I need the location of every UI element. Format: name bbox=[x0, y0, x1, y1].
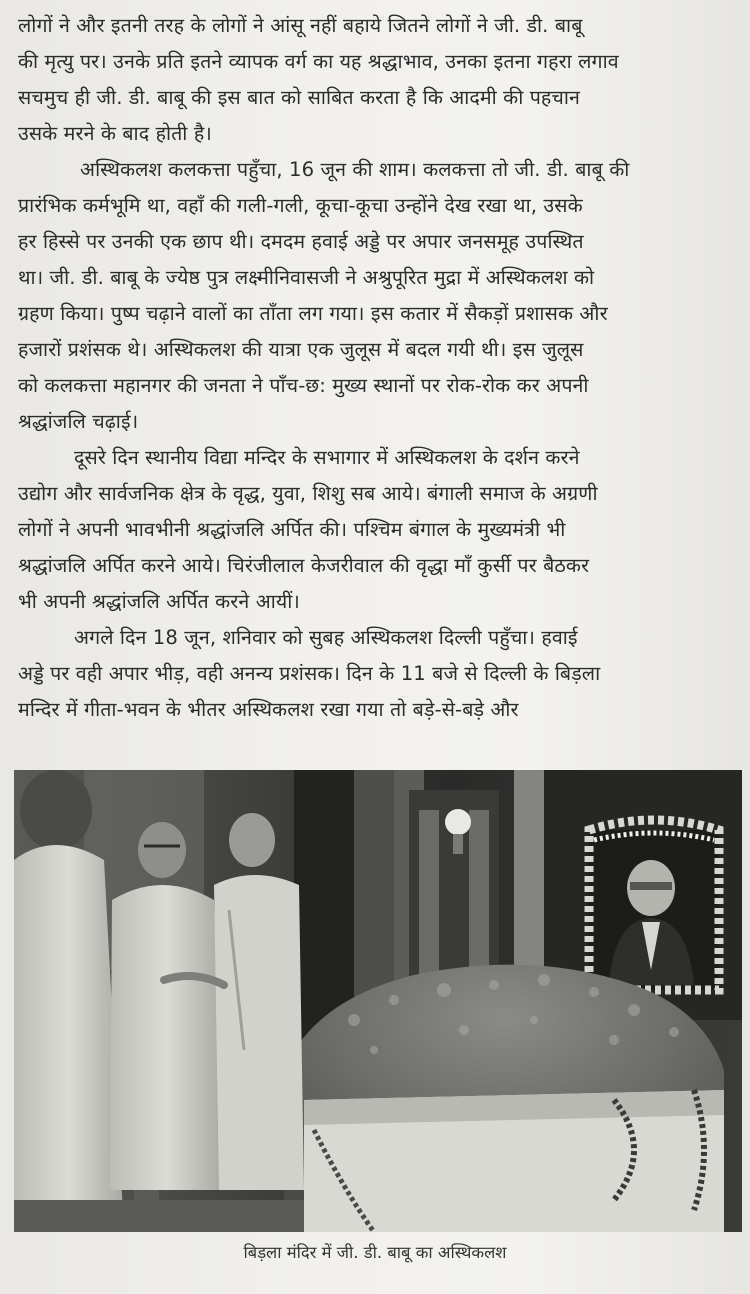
text-line: दूसरे दिन स्थानीय विद्या मन्दिर के सभागार में अस्थिकलश के दर्शन करने bbox=[74, 446, 580, 469]
text-line: लोगों ने अपनी भावभीनी श्रद्धांजलि अर्पित की। पश्चिम बंगाल के मुख्यमंत्री भी bbox=[18, 518, 566, 541]
text-line: उद्योग और सार्वजनिक क्षेत्र के वृद्ध, युवा, शिशु सब आये। बंगाली समाज के अग्रणी bbox=[18, 482, 598, 505]
text-line: मन्दिर में गीता-भवन के भीतर अस्थिकलश रखा गया तो बड़े-से-बड़े और bbox=[18, 698, 519, 721]
text-line: हजारों प्रशंसक थे। अस्थिकलश की यात्रा एक जुलूस में बदल गयी थी। इस जुलूस bbox=[18, 338, 584, 361]
article-body bbox=[18, 8, 738, 728]
text-line: उसके मरने के बाद होती है। bbox=[18, 122, 212, 145]
paragraph-2 bbox=[18, 152, 738, 440]
text-line: अस्थिकलश कलकत्ता पहुँचा, 16 जून की शाम। कलकत्ता तो जी. डी. बाबू की bbox=[80, 158, 630, 181]
text-line: अगले दिन 18 जून, शनिवार को सुबह अस्थिकलश दिल्ली पहुँचा। हवाई bbox=[74, 626, 578, 649]
photo-caption: बिड़ला मंदिर में जी. डी. बाबू का अस्थिकलश bbox=[243, 1243, 507, 1262]
text-line: प्रारंभिक कर्मभूमि था, वहाँ की गली-गली, कूचा-कूचा उन्होंने देख रखा था, उसके bbox=[18, 194, 583, 217]
text-line: सचमुच ही जी. डी. बाबू की इस बात को साबित करता है कि आदमी की पहचान bbox=[18, 86, 581, 109]
paragraph-1 bbox=[18, 8, 738, 152]
text-line: को कलकत्ता महानगर की जनता ने पाँच-छ: मुख्य स्थानों पर रोक-रोक कर अपनी bbox=[18, 374, 589, 397]
text-line: ग्रहण किया। पुष्प चढ़ाने वालों का ताँता लग गया। इस कतार में सैकड़ों प्रशासक और bbox=[18, 302, 608, 325]
text-line: हर हिस्से पर उनकी एक छाप थी। दमदम हवाई अड्डे पर अपार जनसमूह उपस्थित bbox=[18, 230, 584, 253]
paragraph-4 bbox=[18, 620, 738, 728]
text-line: श्रद्धांजलि चढ़ाई। bbox=[18, 410, 139, 433]
urn-photograph bbox=[14, 770, 742, 1232]
text-line: भी अपनी श्रद्धांजलि अर्पित करने आयीं। bbox=[18, 590, 300, 613]
text-line: की मृत्यु पर। उनके प्रति इतने व्यापक वर्ग का यह श्रद्धाभाव, उनका इतना गहरा लगाव bbox=[18, 50, 619, 73]
text-line: था। जी. डी. बाबू के ज्येष्ठ पुत्र लक्ष्मीनिवासजी ने अश्रुपूरित मुद्रा में अस्थिकलश को bbox=[18, 266, 595, 289]
text-line: अड्डे पर वही अपार भीड़, वही अनन्य प्रशंसक। दिन के 11 बजे से दिल्ली के बिड़ला bbox=[18, 662, 601, 685]
text-line: लोगों ने और इतनी तरह के लोगों ने आंसू नहीं बहाये जितने लोगों ने जी. डी. बाबू bbox=[18, 14, 583, 37]
text-line: श्रद्धांजलि अर्पित करने आये। चिरंजीलाल केजरीवाल की वृद्धा माँ कुर्सी पर बैठकर bbox=[18, 554, 590, 577]
paragraph-3 bbox=[18, 440, 738, 620]
